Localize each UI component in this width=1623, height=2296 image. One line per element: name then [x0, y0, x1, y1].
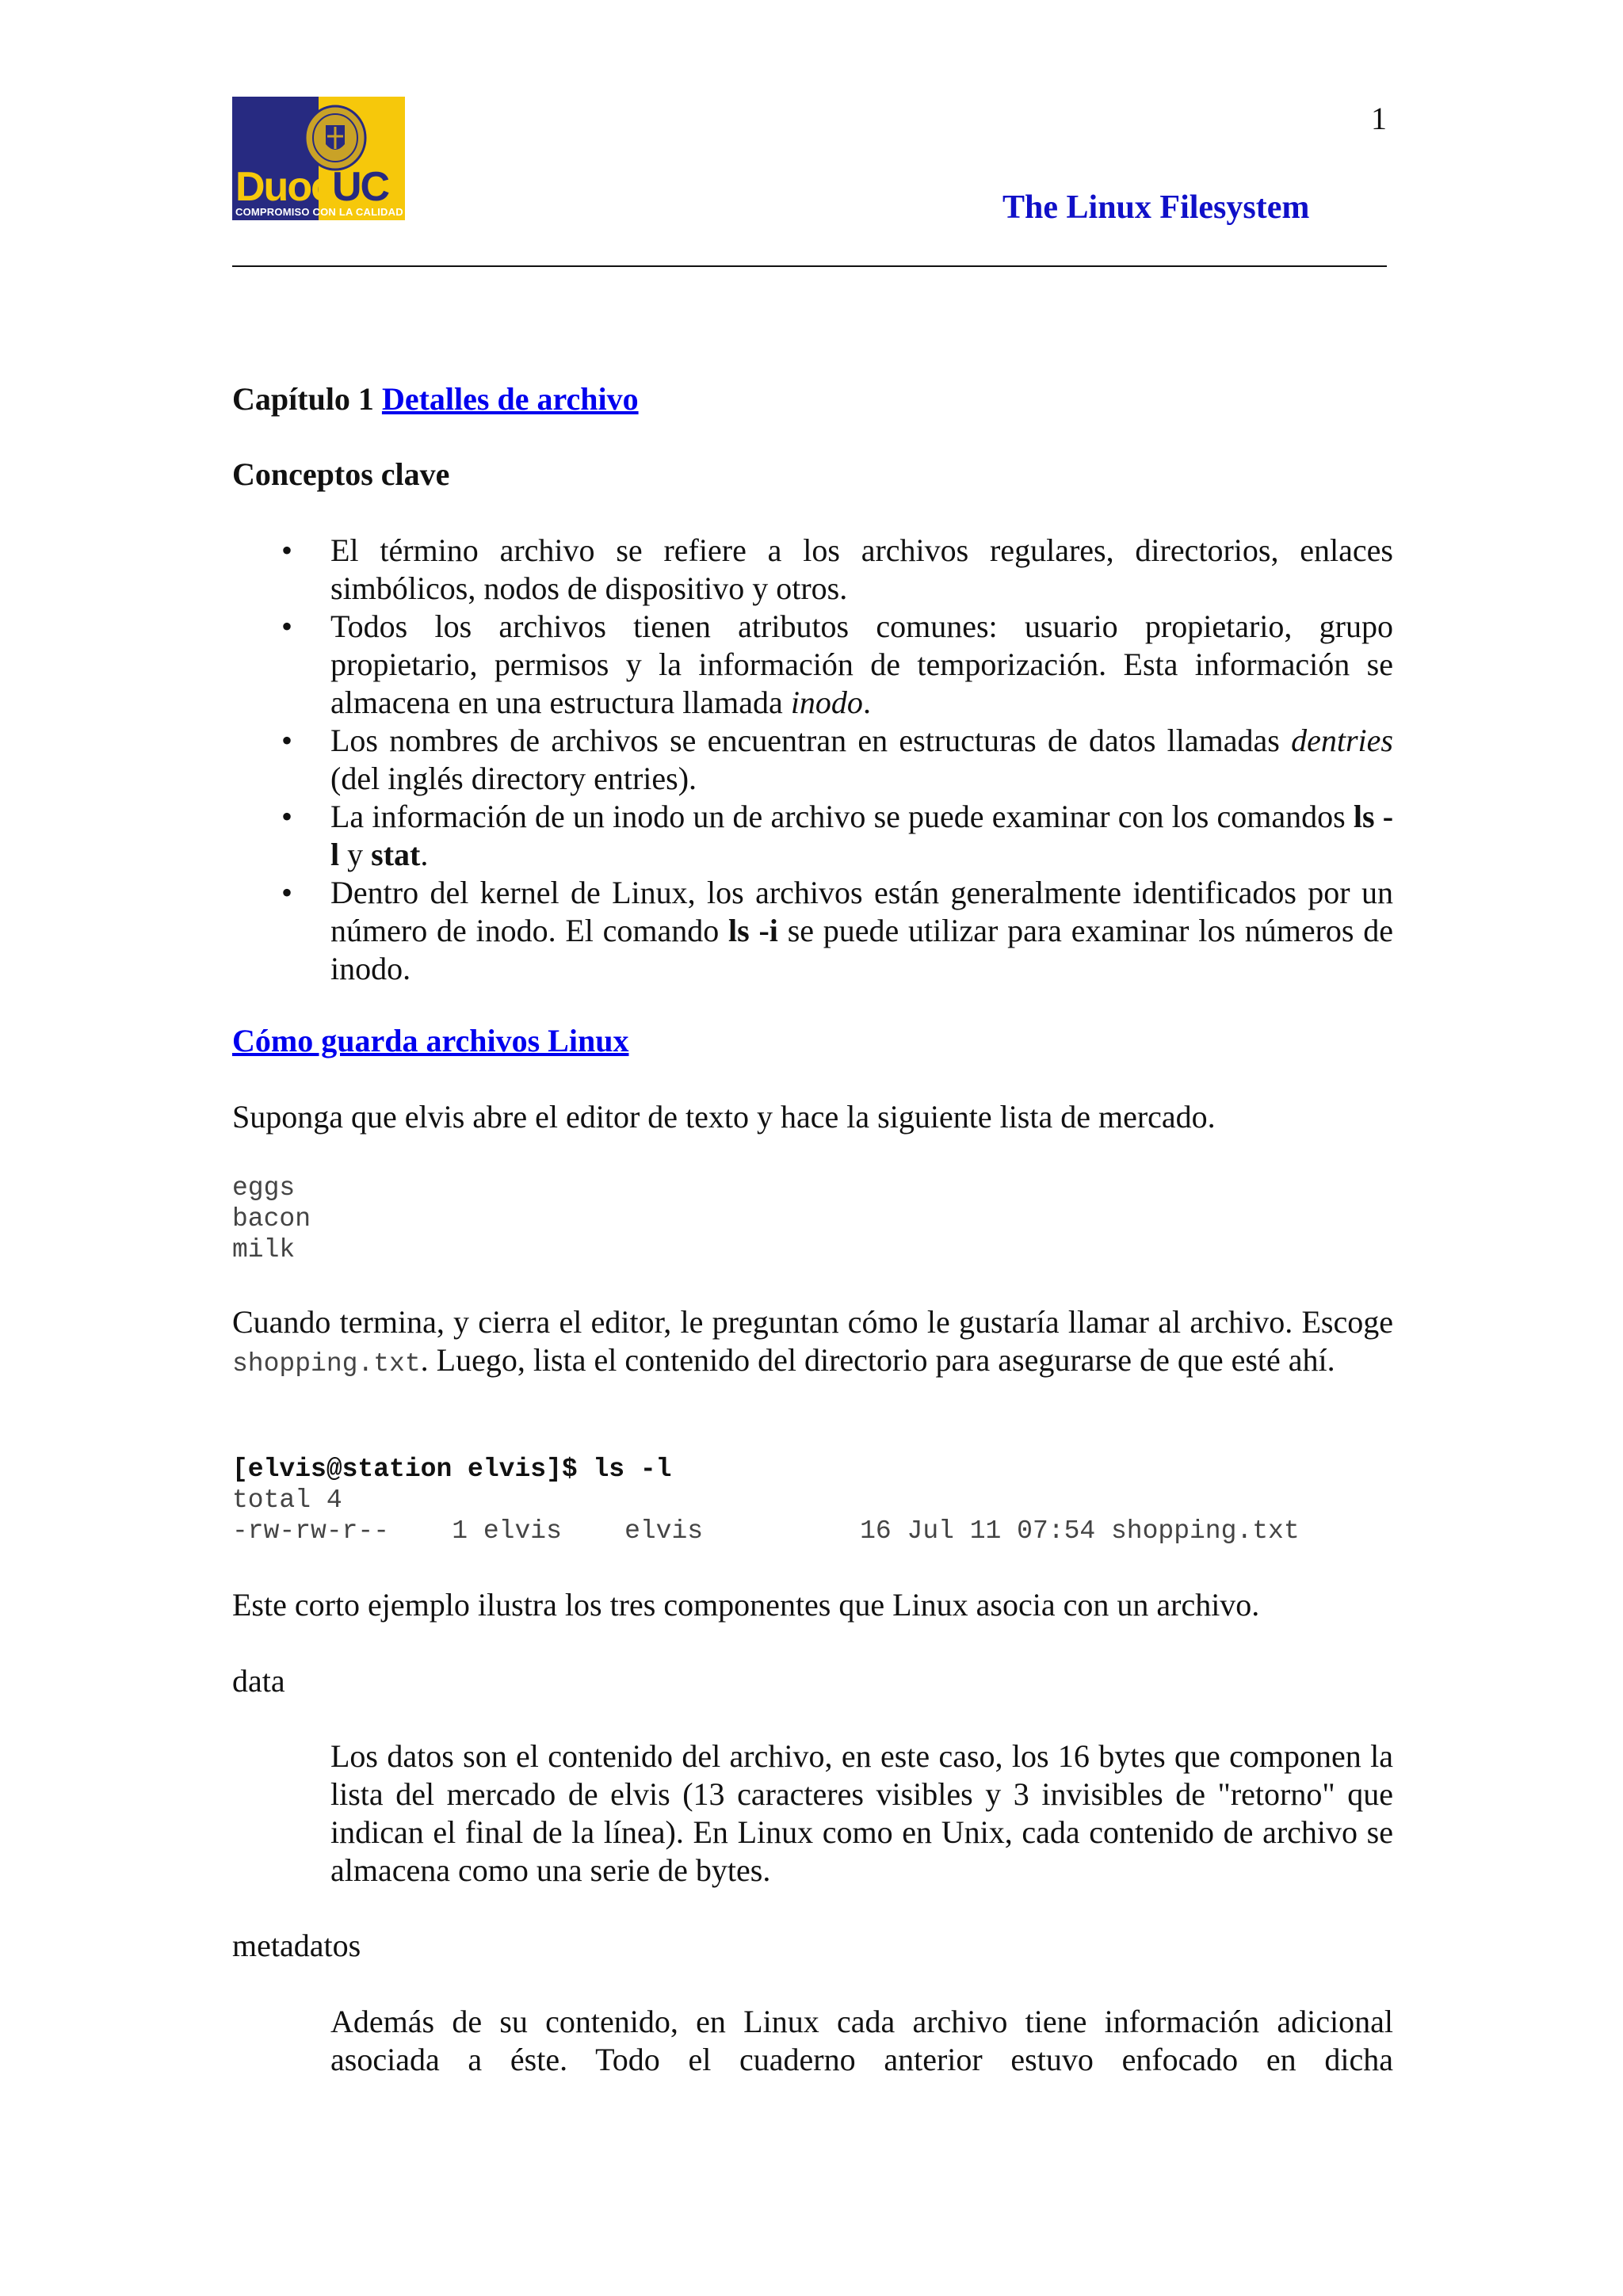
- definition-metadatos: Además de su contenido, en Linux cada archivo tiene información adicional asociada a éste. Todo el cuaderno anterior estuvo enfocado en dicha: [330, 2004, 1393, 2077]
- terminal-output-line: total 4: [232, 1486, 342, 1515]
- terminal-command: [elvis@station elvis]$ ls -l: [232, 1455, 672, 1484]
- section-heading-link[interactable]: Cómo guarda archivos Linux: [232, 1023, 629, 1058]
- list-item: • Todos los archivos tienen atributos comunes: usuario propietario, grupo propietario, permisos y la información de temporización. Esta información se almacena en una estructura llamada inodo.: [281, 608, 1393, 720]
- code-line: bacon: [232, 1204, 311, 1234]
- paragraph-2: Cuando termina, y cierra el editor, le preguntan cómo le gustaría llamar al archivo. Escoge shopping.txt. Luego, lista el contenido del directorio para asegurarse de que esté ahí.: [232, 1304, 1393, 1379]
- list-item: • La información de un inodo un de archivo se puede examinar con los comandos ls -l y stat.: [281, 799, 1394, 872]
- terminal-block: [232, 1454, 1300, 1547]
- concepts-heading: Conceptos clave: [232, 456, 450, 492]
- paragraph-3: Este corto ejemplo ilustra los tres componentes que Linux asocia con un archivo.: [232, 1587, 1260, 1623]
- code-line: milk: [232, 1235, 296, 1264]
- inline-code: shopping.txt: [232, 1349, 421, 1379]
- shopping-list-code: [232, 1173, 311, 1265]
- list-item: • Los nombres de archivos se encuentran en estructuras de datos llamadas dentries (del inglés directory entries).: [281, 723, 1393, 796]
- terminal-output-line: -rw-rw-r-- 1 elvis elvis 16 Jul 11 07:54 shopping.txt: [232, 1516, 1300, 1546]
- list-item: • El término archivo se refiere a los archivos regulares, directorios, enlaces simbólicos, nodos de dispositivo y otros.: [281, 532, 1393, 606]
- code-line: eggs: [232, 1173, 296, 1203]
- intro-paragraph: Suponga que elvis abre el editor de texto y hace la siguiente lista de mercado.: [232, 1099, 1216, 1135]
- chapter-prefix: Capítulo 1: [232, 381, 374, 417]
- concepts-list: [232, 532, 1393, 988]
- list-item: • Dentro del kernel de Linux, los archivos están generalmente identificados por un número de inodo. El comando ls -i se puede utilizar para examinar los números de inodo.: [281, 875, 1393, 986]
- header-title: The Linux Filesystem: [1002, 189, 1310, 226]
- logo-tagline: COMPROMISO CON LA CALIDAD: [235, 206, 403, 218]
- page-number: 1: [1371, 101, 1387, 136]
- term-metadatos: metadatos: [232, 1928, 361, 1963]
- chapter-link[interactable]: Detalles de archivo: [381, 381, 639, 417]
- definition-data: Los datos son el contenido del archivo, en este caso, los 16 bytes que componen la lista del mercado de elvis (13 caracteres visibles y 3 invisibles de "retorno" que indican el final de la línea). En Linux como en Unix, cada contenido de archivo se almacena como una serie de bytes.: [330, 1738, 1393, 1888]
- logo-wordmark: DuocUC: [235, 164, 389, 210]
- chapter-heading: [232, 380, 639, 418]
- term-data: data: [232, 1663, 285, 1699]
- duocuc-logo: [232, 97, 405, 220]
- header-divider: [232, 265, 1387, 267]
